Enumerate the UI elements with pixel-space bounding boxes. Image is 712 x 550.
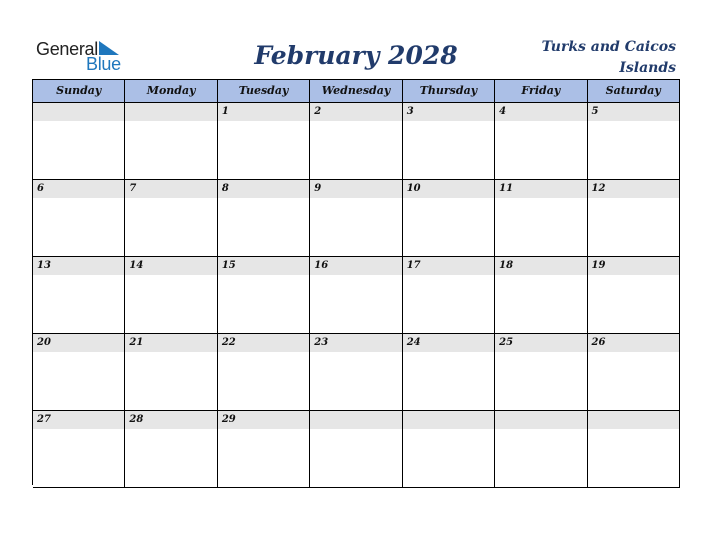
day-number: 1 <box>218 103 309 121</box>
day-number: 24 <box>403 334 494 352</box>
day-cell <box>310 334 402 411</box>
day-number <box>310 411 401 429</box>
day-cell <box>588 103 680 180</box>
day-number <box>588 411 679 429</box>
generalblue-logo <box>36 39 136 75</box>
day-number <box>403 411 494 429</box>
day-cell <box>33 411 125 488</box>
week-row <box>33 180 680 257</box>
weekday-sunday: Sunday <box>33 80 125 103</box>
day-cell <box>403 103 495 180</box>
day-number: 8 <box>218 180 309 198</box>
day-number: 29 <box>218 411 309 429</box>
day-cell <box>33 257 125 334</box>
day-number: 4 <box>495 103 586 121</box>
day-cell <box>403 411 495 488</box>
day-cell <box>495 257 587 334</box>
day-cell <box>403 334 495 411</box>
day-cell <box>218 411 310 488</box>
weekday-tuesday: Tuesday <box>218 80 310 103</box>
day-cell <box>403 180 495 257</box>
day-cell <box>33 180 125 257</box>
day-number: 19 <box>588 257 679 275</box>
day-number: 12 <box>588 180 679 198</box>
day-cell <box>588 180 680 257</box>
day-cell <box>495 411 587 488</box>
day-cell <box>218 334 310 411</box>
day-number: 10 <box>403 180 494 198</box>
logo-general-text: General <box>36 39 98 59</box>
day-number <box>125 103 216 121</box>
day-number: 5 <box>588 103 679 121</box>
day-cell <box>125 257 217 334</box>
calendar-title: February 2028 <box>254 41 458 70</box>
day-cell <box>588 257 680 334</box>
day-cell <box>218 103 310 180</box>
day-cell <box>588 334 680 411</box>
day-number: 20 <box>33 334 124 352</box>
day-number: 2 <box>310 103 401 121</box>
day-number: 6 <box>33 180 124 198</box>
day-number: 18 <box>495 257 586 275</box>
day-number: 27 <box>33 411 124 429</box>
weekday-friday: Friday <box>495 80 587 103</box>
day-cell <box>310 257 402 334</box>
day-number: 13 <box>33 257 124 275</box>
day-cell <box>125 334 217 411</box>
weekday-monday: Monday <box>125 80 217 103</box>
day-number: 11 <box>495 180 586 198</box>
country-name: Turks and Caicos Islands <box>541 39 676 76</box>
day-number: 15 <box>218 257 309 275</box>
day-number <box>33 103 124 121</box>
day-cell <box>495 103 587 180</box>
day-cell <box>33 103 125 180</box>
day-number: 14 <box>125 257 216 275</box>
day-cell <box>403 257 495 334</box>
week-row <box>33 411 680 488</box>
day-cell <box>125 411 217 488</box>
day-cell <box>495 180 587 257</box>
day-number: 17 <box>403 257 494 275</box>
day-number: 3 <box>403 103 494 121</box>
day-number <box>495 411 586 429</box>
calendar-grid <box>32 79 680 485</box>
day-cell <box>310 411 402 488</box>
day-cell <box>125 103 217 180</box>
day-number: 22 <box>218 334 309 352</box>
day-number: 21 <box>125 334 216 352</box>
weekday-wednesday: Wednesday <box>310 80 402 103</box>
day-cell <box>310 180 402 257</box>
day-cell <box>310 103 402 180</box>
day-number: 26 <box>588 334 679 352</box>
week-row <box>33 257 680 334</box>
day-cell <box>588 411 680 488</box>
week-row <box>33 103 680 180</box>
day-cell <box>33 334 125 411</box>
week-row <box>33 334 680 411</box>
logo-blue-text: Blue <box>86 54 121 74</box>
weekday-header-row <box>33 80 680 103</box>
day-cell <box>218 180 310 257</box>
day-cell <box>125 180 217 257</box>
day-cell <box>218 257 310 334</box>
day-number: 7 <box>125 180 216 198</box>
day-cell <box>495 334 587 411</box>
day-number: 28 <box>125 411 216 429</box>
day-number: 16 <box>310 257 401 275</box>
weekday-saturday: Saturday <box>588 80 680 103</box>
day-number: 9 <box>310 180 401 198</box>
day-number: 25 <box>495 334 586 352</box>
weekday-thursday: Thursday <box>403 80 495 103</box>
day-number: 23 <box>310 334 401 352</box>
